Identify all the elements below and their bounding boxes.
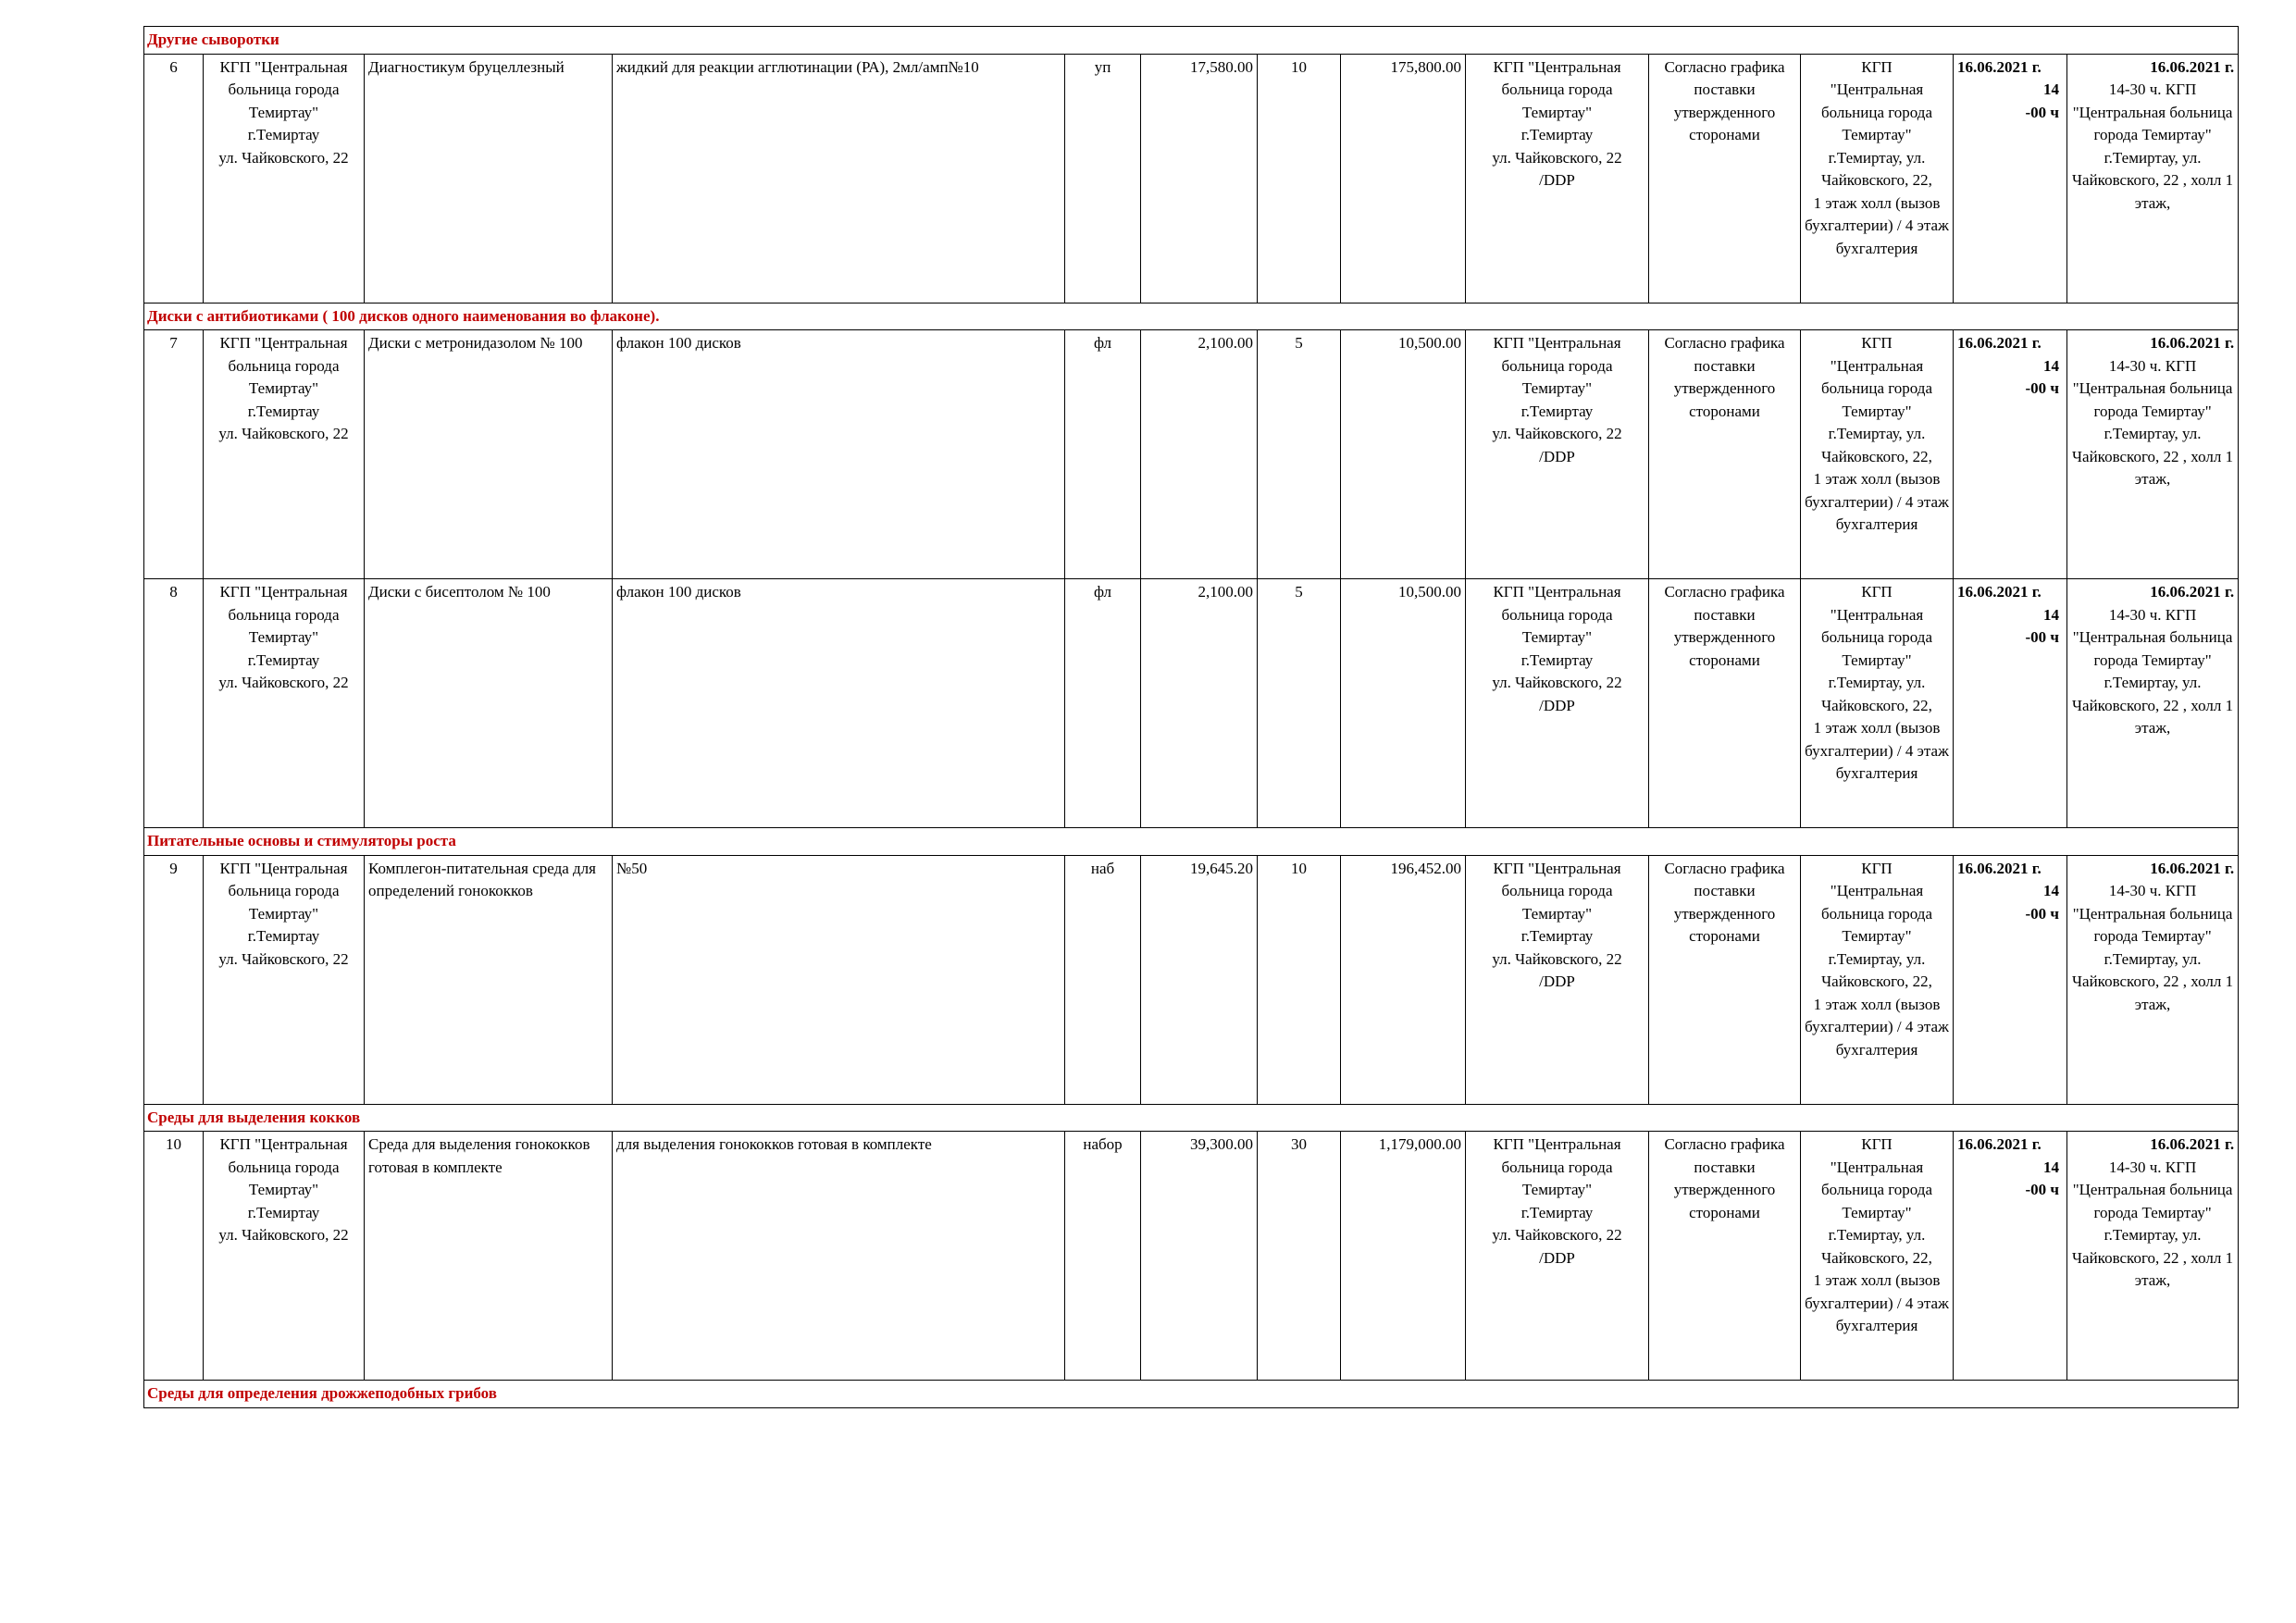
unit-price: 2,100.00	[1141, 330, 1258, 579]
section-title: Среды для выделения кокков	[144, 1104, 2239, 1132]
procurement-table	[143, 26, 2239, 1408]
quantity: 5	[1258, 579, 1341, 828]
deadline-time: 14 -00 ч	[2025, 1158, 2059, 1198]
item-name: Комплегон-питательная среда для определений гонококков	[365, 855, 613, 1104]
unit-of-measure: уп	[1065, 54, 1141, 303]
unit-price: 19,645.20	[1141, 855, 1258, 1104]
item-name: Диски с бисептолом № 100	[365, 579, 613, 828]
opening-date-place	[2067, 330, 2239, 579]
submission-deadline	[1954, 54, 2067, 303]
quantity: 30	[1258, 1132, 1341, 1381]
item-name: Диски с метронидазолом № 100	[365, 330, 613, 579]
unit-of-measure: набор	[1065, 1132, 1141, 1381]
section-header-row	[144, 27, 2239, 55]
table-row	[144, 1132, 2239, 1381]
submission-place: КГП "Центральная больница города Темиртау" г.Темиртау, ул. Чайковского, 22, 1 этаж холл (вызов бухгалтерии) / 4 этаж бухгалтерия	[1801, 579, 1954, 828]
unit-price: 2,100.00	[1141, 579, 1258, 828]
customer-name: КГП "Центральная больница города Темиртау" г.Темиртау ул. Чайковского, 22	[204, 579, 365, 828]
submission-deadline	[1954, 330, 2067, 579]
total-amount: 175,800.00	[1341, 54, 1466, 303]
delivery-place: КГП "Центральная больница города Темиртау" г.Темиртау ул. Чайковского, 22 /DDP	[1466, 579, 1649, 828]
unit-of-measure: фл	[1065, 330, 1141, 579]
section-header-row	[144, 1381, 2239, 1408]
opening-date: 16.06.2021 г.	[2150, 1135, 2235, 1153]
table-row	[144, 54, 2239, 303]
item-specification: жидкий для реакции агглютинации (РА), 2мл/амп№10	[613, 54, 1065, 303]
table-row	[144, 855, 2239, 1104]
section-title: Диски с антибиотиками ( 100 дисков одного наименования во флаконе).	[144, 303, 2239, 330]
deadline-date: 16.06.2021 г.	[1957, 57, 2042, 76]
submission-place: КГП "Центральная больница города Темиртау" г.Темиртау, ул. Чайковского, 22, 1 этаж холл (вызов бухгалтерии) / 4 этаж бухгалтерия	[1801, 1132, 1954, 1381]
item-number: 7	[144, 330, 204, 579]
quantity: 5	[1258, 330, 1341, 579]
delivery-terms: Согласно графика поставки утвержденного сторонами	[1649, 54, 1801, 303]
item-specification: для выделения гонококков готовая в комплекте	[613, 1132, 1065, 1381]
customer-name: КГП "Центральная больница города Темиртау" г.Темиртау ул. Чайковского, 22	[204, 855, 365, 1104]
section-title: Питательные основы и стимуляторы роста	[144, 828, 2239, 856]
opening-date-place	[2067, 54, 2239, 303]
unit-of-measure: фл	[1065, 579, 1141, 828]
deadline-date: 16.06.2021 г.	[1957, 1135, 2042, 1153]
quantity: 10	[1258, 855, 1341, 1104]
total-amount: 1,179,000.00	[1341, 1132, 1466, 1381]
opening-place: 14-30 ч. КГП "Центральная больница города Темиртау" г.Темиртау, ул. Чайковского, 22 , холл 1 этаж,	[2071, 605, 2234, 737]
table-body	[144, 27, 2239, 1408]
deadline-time: 14 -00 ч	[2025, 605, 2059, 646]
total-amount: 10,500.00	[1341, 330, 1466, 579]
table-row	[144, 330, 2239, 579]
submission-deadline	[1954, 855, 2067, 1104]
delivery-place: КГП "Центральная больница города Темиртау" г.Темиртау ул. Чайковского, 22 /DDP	[1466, 330, 1649, 579]
deadline-time: 14 -00 ч	[2025, 356, 2059, 397]
deadline-date: 16.06.2021 г.	[1957, 583, 2042, 601]
item-specification: №50	[613, 855, 1065, 1104]
unit-of-measure: наб	[1065, 855, 1141, 1104]
delivery-terms: Согласно графика поставки утвержденного сторонами	[1649, 330, 1801, 579]
submission-place: КГП "Центральная больница города Темиртау" г.Темиртау, ул. Чайковского, 22, 1 этаж холл (вызов бухгалтерии) / 4 этаж бухгалтерия	[1801, 330, 1954, 579]
delivery-terms: Согласно графика поставки утвержденного сторонами	[1649, 855, 1801, 1104]
item-specification: флакон 100 дисков	[613, 579, 1065, 828]
submission-place: КГП "Центральная больница города Темиртау" г.Темиртау, ул. Чайковского, 22, 1 этаж холл (вызов бухгалтерии) / 4 этаж бухгалтерия	[1801, 855, 1954, 1104]
section-title: Среды для определения дрожжеподобных грибов	[144, 1381, 2239, 1408]
opening-place: 14-30 ч. КГП "Центральная больница города Темиртау" г.Темиртау, ул. Чайковского, 22 , холл 1 этаж,	[2071, 1158, 2234, 1289]
customer-name: КГП "Центральная больница города Темиртау" г.Темиртау ул. Чайковского, 22	[204, 330, 365, 579]
delivery-place: КГП "Центральная больница города Темиртау" г.Темиртау ул. Чайковского, 22 /DDP	[1466, 54, 1649, 303]
item-specification: флакон 100 дисков	[613, 330, 1065, 579]
opening-place: 14-30 ч. КГП "Центральная больница города Темиртау" г.Темиртау, ул. Чайковского, 22 , холл 1 этаж,	[2071, 81, 2234, 212]
opening-place: 14-30 ч. КГП "Центральная больница города Темиртау" г.Темиртау, ул. Чайковского, 22 , холл 1 этаж,	[2071, 356, 2234, 488]
submission-deadline	[1954, 579, 2067, 828]
unit-price: 17,580.00	[1141, 54, 1258, 303]
total-amount: 196,452.00	[1341, 855, 1466, 1104]
item-number: 6	[144, 54, 204, 303]
opening-date: 16.06.2021 г.	[2150, 583, 2235, 601]
item-number: 8	[144, 579, 204, 828]
delivery-terms: Согласно графика поставки утвержденного сторонами	[1649, 579, 1801, 828]
item-name: Среда для выделения гонококков готовая в комплекте	[365, 1132, 613, 1381]
table-row	[144, 579, 2239, 828]
opening-date: 16.06.2021 г.	[2150, 859, 2235, 877]
submission-deadline	[1954, 1132, 2067, 1381]
quantity: 10	[1258, 54, 1341, 303]
opening-date: 16.06.2021 г.	[2150, 334, 2235, 352]
opening-date-place	[2067, 855, 2239, 1104]
deadline-time: 14 -00 ч	[2025, 81, 2059, 121]
section-title: Другие сыворотки	[144, 27, 2239, 55]
opening-date: 16.06.2021 г.	[2150, 57, 2235, 76]
deadline-date: 16.06.2021 г.	[1957, 859, 2042, 877]
opening-date-place	[2067, 1132, 2239, 1381]
deadline-date: 16.06.2021 г.	[1957, 334, 2042, 352]
customer-name: КГП "Центральная больница города Темиртау" г.Темиртау ул. Чайковского, 22	[204, 54, 365, 303]
item-number: 9	[144, 855, 204, 1104]
submission-place: КГП "Центральная больница города Темиртау" г.Темиртау, ул. Чайковского, 22, 1 этаж холл (вызов бухгалтерии) / 4 этаж бухгалтерия	[1801, 54, 1954, 303]
unit-price: 39,300.00	[1141, 1132, 1258, 1381]
opening-place: 14-30 ч. КГП "Центральная больница города Темиртау" г.Темиртау, ул. Чайковского, 22 , холл 1 этаж,	[2071, 882, 2234, 1013]
section-header-row	[144, 828, 2239, 856]
total-amount: 10,500.00	[1341, 579, 1466, 828]
item-name: Диагностикум бруцеллезный	[365, 54, 613, 303]
section-header-row	[144, 303, 2239, 330]
item-number: 10	[144, 1132, 204, 1381]
opening-date-place	[2067, 579, 2239, 828]
delivery-place: КГП "Центральная больница города Темиртау" г.Темиртау ул. Чайковского, 22 /DDP	[1466, 1132, 1649, 1381]
section-header-row	[144, 1104, 2239, 1132]
delivery-place: КГП "Центральная больница города Темиртау" г.Темиртау ул. Чайковского, 22 /DDP	[1466, 855, 1649, 1104]
deadline-time: 14 -00 ч	[2025, 882, 2059, 923]
customer-name: КГП "Центральная больница города Темиртау" г.Темиртау ул. Чайковского, 22	[204, 1132, 365, 1381]
delivery-terms: Согласно графика поставки утвержденного сторонами	[1649, 1132, 1801, 1381]
